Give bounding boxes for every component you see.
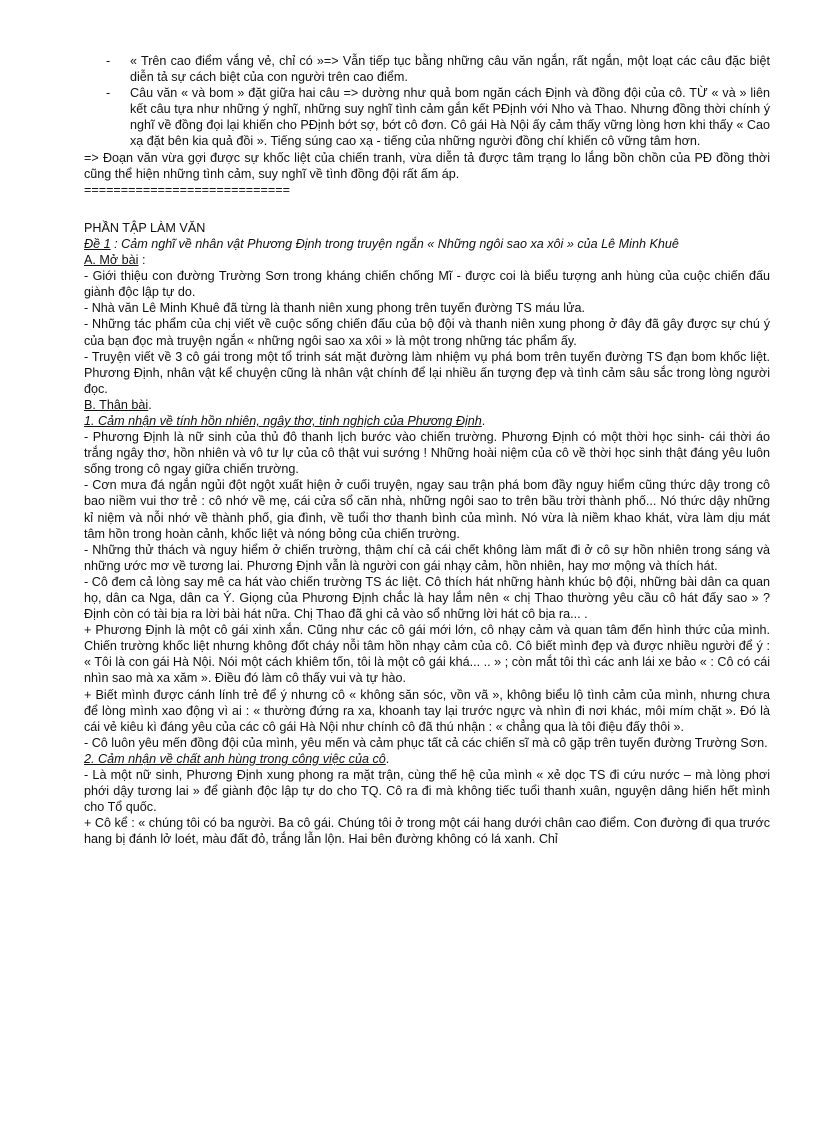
- bullet-text: « Trên cao điểm vắng vẻ, chỉ có »=> Vẫn tiếp tục bằng những câu văn ngắn, rất ngắn, một loạt các câu đặc biệt diễn tả sự cách biệt của con người trên cao điểm.: [130, 54, 770, 85]
- document-page: [84, 53, 770, 848]
- bullet-item: [84, 85, 770, 149]
- subheading-1-text: 1. Cảm nhận về tính hồn nhiên, ngây thơ, tinh nghịch của Phương Định: [84, 413, 482, 428]
- part-a-label: A. Mở bài: [84, 253, 139, 268]
- topic-label: Đề 1: [84, 236, 111, 251]
- topic-heading: [84, 236, 770, 252]
- intro-paragraph: - Truyện viết về 3 cô gái trong một tổ trinh sát mặt đường làm nhiệm vụ phá bom trên tuyến đường TS đạn bom khốc liệt. Phương Định, nhân vật kể chuyện cũng là nhân vật chính để lại nhiều ấn tượng đẹp và tình cảm sâu sắc trong lòng người đọc.: [84, 349, 770, 396]
- body-paragraph: - Là một nữ sinh, Phương Định xung phong ra mặt trận, cùng thế hệ của mình « xẻ dọc TS đi cứu nước – mà lòng phơi phới dậy tương lai » để giành độc lập tự do cho TQ. Cô ra đi mà không tiếc tuổi thanh xuân, nguyện dâng hiến hết mình cho Tổ quốc.: [84, 768, 770, 815]
- body-paragraph: + Cô kể : « chúng tôi có ba người. Ba cô gái. Chúng tôi ở trong một cái hang dưới chân cao điểm. Con đường đi qua trước hang bị đánh lở loét, màu đất đỏ, trắng lẫn lộn. Hai bên đường không có lá xanh. Chỉ: [84, 816, 770, 847]
- bullet-mark: -: [106, 86, 111, 101]
- bullet-text: Câu văn « và bom » đặt giữa hai câu => dường như quả bom ngăn cách Định và đồng đội của cô. TỪ « và » liên kết câu tựa như những ý nghĩ, những suy nghĩ tình cảm gắn kết PĐịnh với Nho và Thao. Nhưng đồng thời chính ý nghĩ về đồng đọi lại khiến cho PĐịnh bớt sợ, bớt cô đơn. Cô gái Hà Nội ấy cảm thấy vững lòng hơn khi thấy « Cao xạ đặt bên kia quả đồi ». Tiếng súng cao xạ - tiếng của những người đồng chí khiến cô vững tâm hơn.: [130, 86, 770, 149]
- intro-paragraph: - Nhà văn Lê Minh Khuê đã từng là thanh niên xung phong trên tuyến đường TS máu lửa.: [84, 301, 586, 316]
- section-title: PHẦN TẬP LÀM VĂN: [84, 220, 206, 235]
- subheading-1: [84, 413, 770, 429]
- part-a-colon: :: [138, 253, 146, 268]
- part-b-label: B. Thân bài: [84, 397, 149, 412]
- part-b-dot: .: [148, 397, 152, 412]
- conclusion-paragraph: => Đoạn văn vừa gợi được sự khốc liệt của chiến tranh, vừa diễn tả được tâm trạng lo lắng bồn chồn của PĐ đồng thời cũng thể hiện những tình cảm, suy nghĩ về tình đồng đội rất ấm áp.: [84, 150, 770, 181]
- body-paragraph: - Cô đem cả lòng say mê ca hát vào chiến trường TS ác liệt. Cô thích hát những hành khúc bộ đội, những bài dân ca quan họ, dân ca Nga, dân ca Ý. Giọng của Phương Định chắc là hay lắm nên « chị Thao thường yêu cầu cô hát đấy sao » ? Định còn có tài bịa ra lời bài hát nữa. Chị Thao đã ghi cả vào sổ những lời hát cô bịa ra... .: [84, 574, 770, 622]
- intro-paragraph: - Những tác phẩm của chị viết về cuộc sống chiến đấu của bộ đội và thanh niên xung phong ở đây đã gây được sự chú ý của bạn đọc mà truyện ngắn « những ngôi sao xa xôi » là một trong những tác phẩm ấy.: [84, 317, 770, 348]
- body-paragraph: - Cơn mưa đá ngắn ngủi đột ngột xuất hiện ở cuối truyện, ngay sau trận phá bom đầy nguy hiểm cũng thức dậy trong cô bao niềm vui thơ trẻ : cô nhớ về mẹ, cái cửa sổ căn nhà, những ngôi sao to trên bầu trời thành phố... Nó thức dậy những kỉ niệm và nỗi nhớ về thành phố, gia đình, về tuổi thơ thanh bình của mình. Nó vừa là niềm khao khát, vừa làm dịu mát tâm hồn trong hoàn cảnh, khốc liệt và nóng bỏng của chiến trường.: [84, 478, 770, 541]
- intro-paragraph: - Giới thiệu con đường Trường Sơn trong kháng chiến chống Mĩ - được coi là biểu tượng anh hùng của cuộc chiến đấu giành độc lập tự do.: [84, 269, 770, 300]
- body-paragraph: - Cô luôn yêu mến đồng đội của mình, yêu mến và cảm phục tất cả các chiến sĩ mà cô gặp trên tuyến đường Trường Sơn.: [84, 735, 768, 750]
- bullet-mark: -: [106, 54, 111, 68]
- body-paragraph: + Biết mình được cánh lính trẻ để ý nhưng cô « không săn sóc, vồn vã », không biểu lộ tình cảm của mình, nhưng chưa để lòng mình xao động vì ai : « thường đứng ra xa, khoanh tay lại trước ngực và nhìn đi nơi khác, môi mím chặt ». Đó là cái vẻ kiêu kì đáng yêu của các cô gái Hà Nội như chính cô đã thú nhận : « chẳng qua là tôi điệu đấy thôi ».: [84, 687, 770, 734]
- bullet-item: [84, 53, 770, 85]
- subheading-2: [84, 751, 770, 767]
- body-paragraph: + Phương Định là một cô gái xinh xắn. Cũng như các cô gái mới lớn, cô nhạy cảm và quan tâm đến hình thức của mình. Chiến trường khốc liệt nhưng không đốt cháy nỗi tâm hồn nhạy cảm của cô. Cô biết mình đẹp và được nhiều người để ý : « Tôi là con gái Hà Nội. Nói một cách khiêm tốn, tôi là một cô gái khá... .. » ; còn mắt tôi thì các anh lái xe bảo « : Cô có cái nhìn sao mà xa xăm ». Điều đó làm cô thấy vui và tự hào.: [84, 623, 770, 686]
- separator-line: ============================: [84, 182, 290, 197]
- subheading-1-dot: .: [481, 413, 486, 428]
- part-a-heading: [84, 252, 770, 268]
- subheading-2-text: 2. Cảm nhận về chất anh hùng trong công việc của cô: [84, 751, 386, 766]
- topic-text: : Cảm nghĩ về nhân vật Phương Định trong truyện ngắn « Những ngôi sao xa xôi » của Lê Minh Khuê: [110, 236, 679, 251]
- subheading-2-dot: .: [385, 751, 390, 766]
- part-b-heading: [84, 397, 770, 413]
- body-paragraph: - Những thử thách và nguy hiểm ở chiến trường, thậm chí cả cái chết không làm mất đi ở cô sự hồn nhiên trong sáng và những ước mơ về tương lai. Phương Định vẫn là người con gái nhạy cảm, hồn nhiên, hay mơ mộng và thích hát.: [84, 542, 770, 573]
- body-paragraph: - Phương Định là nữ sinh của thủ đô thanh lịch bước vào chiến trường. Phương Định có một thời học sinh- cái thời áo trắng ngây thơ, hồn nhiên và vô tư lự của cô thật vui sướng ! Những hoài niệm của cô về thời học sinh thật đáng yêu luôn sống trong cô ngay giữa chiến trường.: [84, 430, 770, 477]
